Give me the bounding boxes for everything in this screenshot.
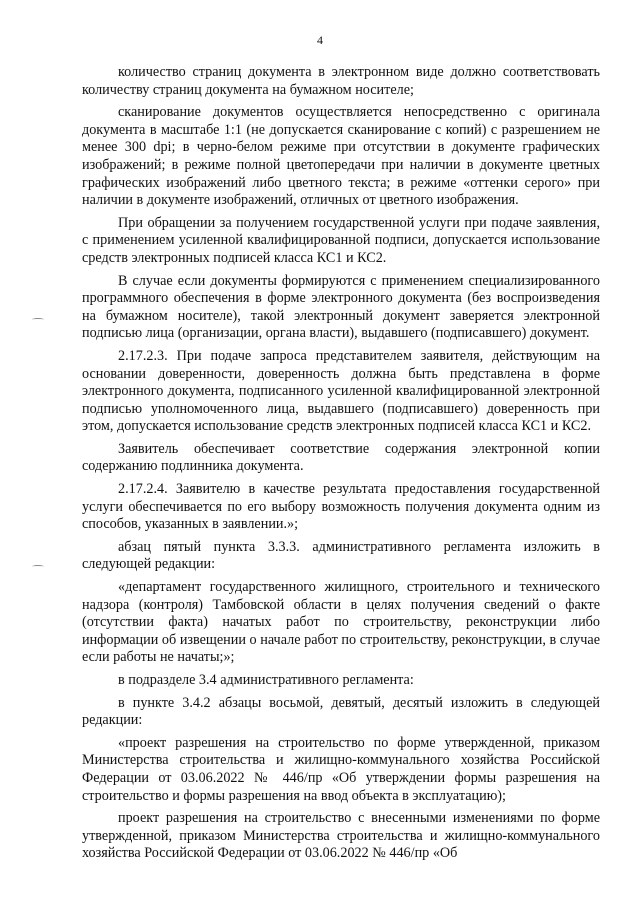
- paragraph-9: «департамент государственного жилищного, строительного и технического надзора (контроля) Тамбовской области в целях получения сведений о факте (отсутствии факта) начатых работ по строительству, реконструкции либо информации об извещении о начале работ по строительству, реконструкции, в случае если работы не начаты;»;: [82, 579, 600, 666]
- paragraph-5: 2.17.2.3. При подаче запроса представителем заявителя, действующим на основании доверенности, доверенность должна быть представлена в форме электронного документа, подписанного усиленной квалифицированной электронной подписью уполномоченного лица, выдавшего (подписавшего) доверенность при этом, допускается использование средств электронных подписей класса КС1 и КС2.: [82, 347, 600, 435]
- paragraph-11: в пункте 3.4.2 абзацы восьмой, девятый, десятый изложить в следующей редакции:: [82, 694, 600, 729]
- paragraph-3: При обращении за получением государственной услуги при подаче заявления, с применением усиленной квалифицированной подписи, допускается использование средств электронных подписей класса КС1 и КС2.: [82, 214, 600, 266]
- paragraph-6: Заявитель обеспечивает соответствие содержания электронной копии содержанию подлинника документа.: [82, 440, 600, 475]
- margin-mark: [32, 565, 44, 568]
- document-body: [82, 64, 600, 868]
- paragraph-2: сканирование документов осуществляется непосредственно с оригинала документа в масштабе 1:1 (не допускается сканирование с копий) с разрешением не менее 300 dpi; в черно-белом режиме при отсутствии в документе графических изображений; в режиме полной цветопередачи при наличии в документе цветных графических изображений либо цветного текста; в режиме «оттенки серого» при наличии в документе изображений, отличных от цветного изображения.: [82, 104, 600, 209]
- paragraph-10: в подразделе 3.4 административного регламента:: [118, 672, 414, 688]
- paragraph-13: проект разрешения на строительство с внесенными изменениями по форме утвержденной, приказом Министерства строительства и жилищно-коммунального хозяйства Российской Федерации от 03.06.2022 № 446/пр «Об: [82, 810, 600, 862]
- paragraph-8: абзац пятый пункта 3.3.3. административного регламента изложить в следующей редакции:: [82, 538, 600, 573]
- paragraph-1: количество страниц документа в электронном виде должно соответствовать количеству страниц документа на бумажном носителе;: [82, 64, 600, 98]
- page-number: 4: [317, 33, 323, 47]
- paragraph-12: «проект разрешения на строительство по форме утвержденной, приказом Министерства строительства и жилищно-коммунального хозяйства Российской Федерации от 03.06.2022 № 446/пр «Об утверждении формы разрешения на строительство и формы разрешения на ввод объекта в эксплуатацию);: [82, 734, 600, 804]
- paragraph-7: 2.17.2.4. Заявителю в качестве результата предоставления государственной услуги обеспечивается по его выбору возможность получения документа одним из способов, указанных в заявлении.»;: [82, 481, 600, 533]
- margin-mark: [32, 318, 44, 321]
- paragraph-4: В случае если документы формируются с применением специализированного программного обеспечения в форме электронного документа (без воспроизведения на бумажном носителе), такой электронный документ заверяется электронной подписью лица (организации, органа власти), выдавшего (подписавшего) документ.: [82, 272, 600, 342]
